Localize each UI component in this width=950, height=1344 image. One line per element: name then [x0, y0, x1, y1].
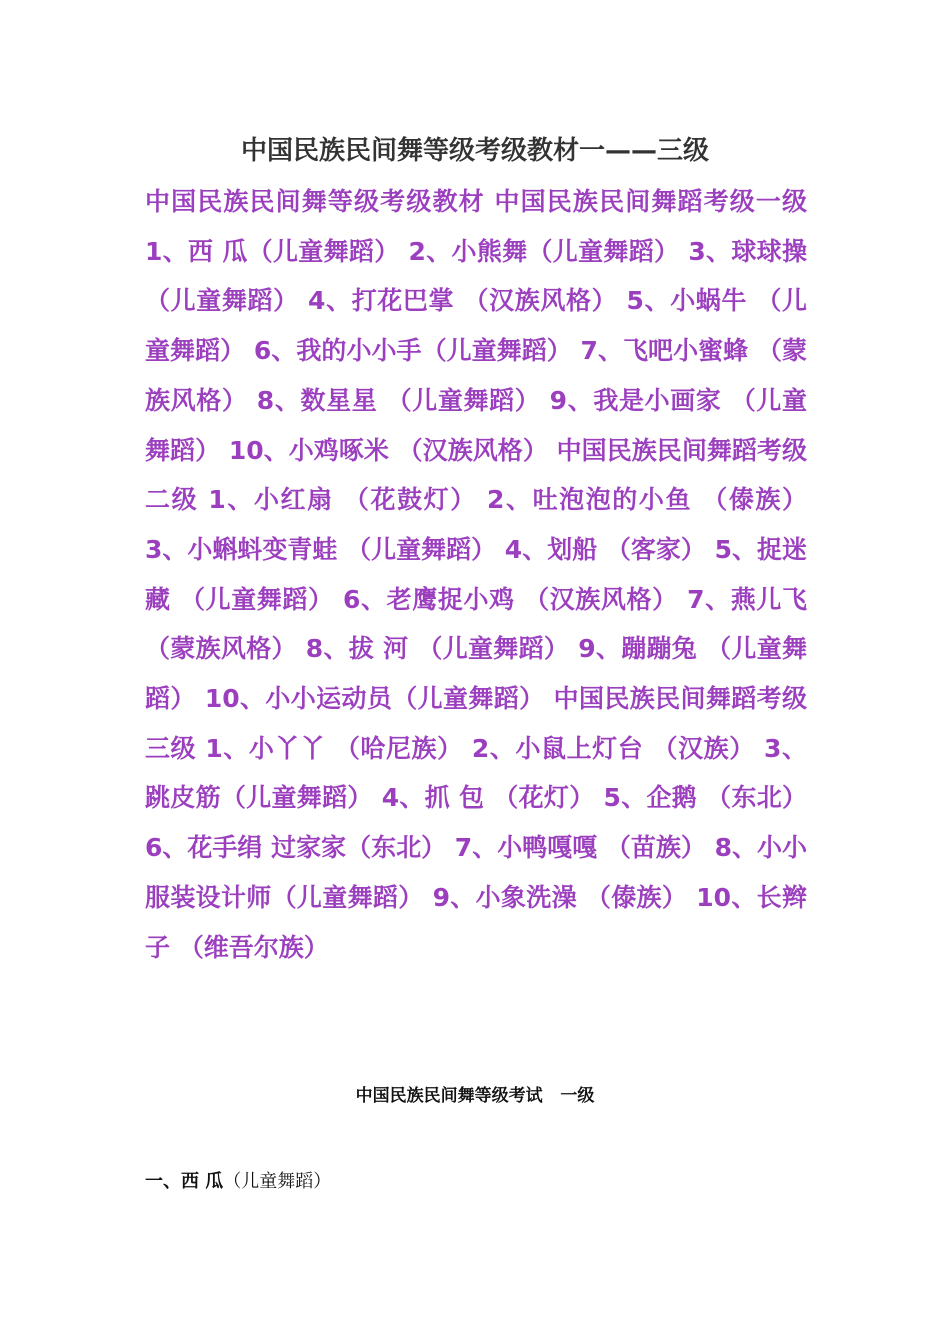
item-note: （儿童舞蹈） [223, 1171, 332, 1192]
item-line [145, 1168, 331, 1196]
document-title: 中国民族民间舞等级考级教材一——三级 [240, 136, 709, 166]
section-title: 中国民族民间舞等级考试 一级 [355, 1086, 595, 1106]
syllabus-paragraph: 中国民族民间舞等级考级教材 中国民族民间舞蹈考级一级 1、西 瓜（儿童舞蹈） 2、小熊舞（儿童舞蹈） 3、球球操 （儿童舞蹈） 4、打花巴掌 （汉族风格） 5、小蜗牛 （儿童舞蹈） 6、我的小小手（儿童舞蹈） 7、飞吧小蜜蜂 （蒙族风格） 8、数星星 （儿童舞蹈） 9、我是小画家 （儿童舞蹈） 10、小鸡啄米 （汉族风格） 中国民族民间舞蹈考级二级 1、小红扇 （花鼓灯） 2、吐泡泡的小鱼 （傣族） 3、小蝌蚪变青蛙 （儿童舞蹈） 4、划船 （客家） 5、捉迷藏 （儿童舞蹈） 6、老鹰捉小鸡 （汉族风格） 7、燕儿飞 （蒙族风格） 8、拔 河 （儿童舞蹈） 9、蹦蹦兔 （儿童舞蹈） 10、小小运动员（儿童舞蹈） 中国民族民间舞蹈考级三级 1、小丫丫 （哈尼族） 2、小鼠上灯台 （汉族） 3、跳皮筋（儿童舞蹈） 4、抓 包 （花灯） 5、企鹅 （东北） 6、花手绢 过家家（东北） 7、小鸭嘎嘎 （苗族） 8、小小服装设计师（儿童舞蹈） 9、小象洗澡 （傣族） 10、长辫子 （维吾尔族） [145, 187, 808, 962]
item-heading: 一、西 瓜 [145, 1171, 224, 1192]
